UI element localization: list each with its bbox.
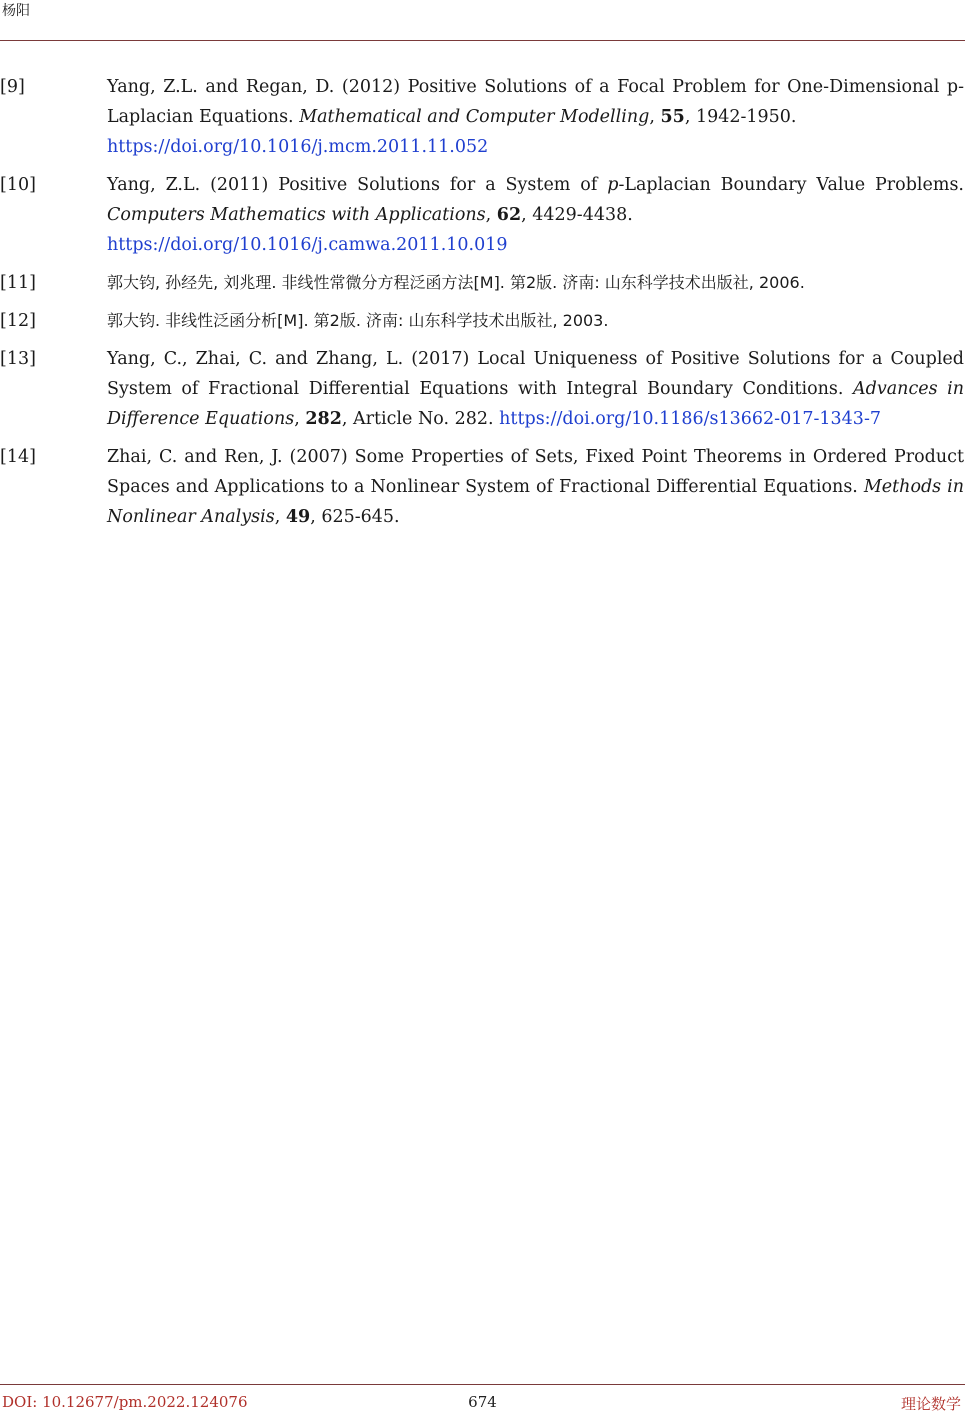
page-header [0, 0, 965, 41]
reference-segment: , 625-645. [310, 507, 400, 527]
journal-title: Computers Mathematics with Applications [107, 205, 486, 225]
reference-number: [14] [0, 447, 36, 467]
reference-list [0, 72, 965, 540]
reference-segment: , [649, 107, 661, 127]
reference-item [0, 306, 965, 336]
reference-number: [13] [0, 349, 36, 369]
reference-number: [11] [0, 273, 36, 293]
journal-title: p [607, 175, 619, 195]
doi-link[interactable]: https://doi.org/10.1016/j.camwa.2011.10.019 [107, 235, 508, 255]
reference-segment: 郭大钧, 孙经先, 刘兆理. 非线性常微分方程泛函方法[M]. 第2版. 济南: 山东科学技术出版社, 2006. [107, 273, 805, 292]
reference-segment: , [485, 205, 497, 225]
reference-text [107, 442, 964, 532]
reference-segment: Yang, C., Zhai, C. and Zhang, L. (2017) Local Uniqueness of Positive Solutions for a Coupled System of Fractional Differential Equations with Integral Boundary Conditions. [107, 349, 964, 399]
reference-number: [12] [0, 311, 36, 331]
footer-journal-name: 理论数学 [900, 1395, 961, 1413]
reference-number: [9] [0, 77, 25, 97]
reference-segment: , 1942-1950. [684, 107, 797, 127]
reference-text [107, 344, 964, 434]
volume-number: 282 [305, 409, 342, 429]
reference-text [107, 268, 964, 298]
journal-title: Advances in Difference Equations [107, 379, 964, 429]
footer-doi[interactable]: DOI: 10.12677/pm.2022.124076 [2, 1393, 248, 1411]
reference-text [107, 72, 964, 162]
doi-link[interactable]: https://doi.org/10.1016/j.mcm.2011.11.052 [107, 137, 489, 157]
reference-segment: Yang, Z.L. (2011) Positive Solutions for a System of [107, 175, 608, 195]
reference-item [0, 170, 965, 260]
reference-segment: , Article No. 282. [341, 409, 500, 429]
journal-title: Mathematical and Computer Modelling [299, 107, 650, 127]
doi-link[interactable]: https://doi.org/10.1186/s13662-017-1343-7 [499, 409, 881, 429]
reference-segment: Yang, Z.L. and Regan, D. (2012) Positive Solutions of a Focal Problem for One-Dimensional p-Laplacian Equations. [107, 77, 964, 127]
reference-item [0, 268, 965, 298]
page-number: 674 [468, 1393, 497, 1411]
reference-segment: , [294, 409, 306, 429]
volume-number: 55 [660, 107, 685, 127]
reference-segment: , [274, 507, 286, 527]
reference-item [0, 72, 965, 162]
volume-number: 62 [496, 205, 522, 225]
reference-segment: -Laplacian Boundary Value Problems. [618, 175, 964, 195]
reference-segment: 郭大钧. 非线性泛函分析[M]. 第2版. 济南: 山东科学技术出版社, 2003. [107, 311, 609, 330]
reference-item [0, 344, 965, 434]
reference-text [107, 306, 964, 336]
journal-title: Methods in Nonlinear Analysis [107, 477, 965, 527]
reference-text [107, 170, 964, 260]
header-author: 杨阳 [2, 3, 30, 19]
page-footer [0, 1384, 965, 1415]
reference-item [0, 442, 965, 532]
reference-number: [10] [0, 175, 36, 195]
reference-segment: Zhai, C. and Ren, J. (2007) Some Properties of Sets, Fixed Point Theorems in Ordered Product Spaces and Applications to a Nonlinear System of Fractional Differential Equations. [107, 447, 964, 497]
reference-segment: , 4429-4438. [521, 205, 633, 225]
volume-number: 49 [285, 507, 311, 527]
